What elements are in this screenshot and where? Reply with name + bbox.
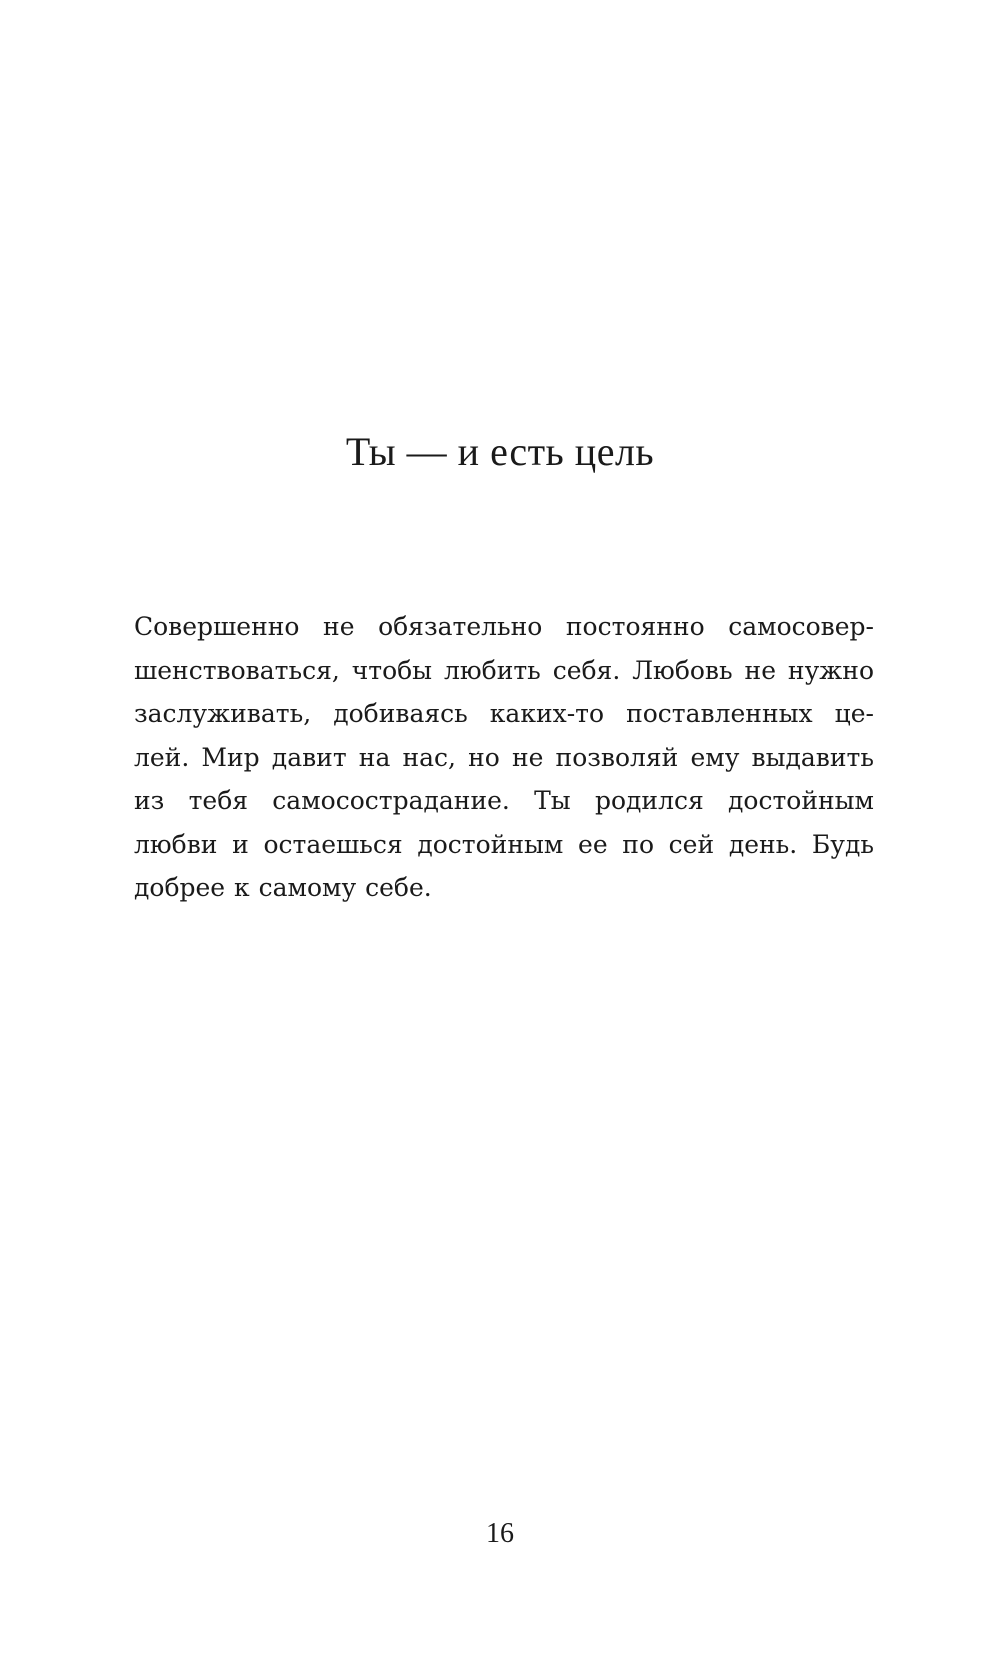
paragraph-line: заслуживать, добиваясь каких-то поставленных це- — [134, 699, 874, 728]
paragraph-line: Совершенно не обязательно постоянно самосовер- — [134, 612, 874, 641]
paragraph-line: из тебя самосострадание. Ты родился достойным — [134, 786, 874, 815]
paragraph-line: любви и остаешься достойным ее по сей день. Будь — [134, 829, 874, 859]
body-paragraph — [134, 605, 874, 910]
paragraph-line: шенствоваться, чтобы любить себя. Любовь не нужно — [134, 655, 874, 685]
paragraph-line: лей. Мир давит на нас, но не позволяй ему выдавить — [134, 742, 874, 772]
paragraph-line: добрее к самому себе. — [134, 873, 432, 902]
chapter-title: Ты — и есть цель — [345, 429, 655, 474]
page-number: 16 — [486, 1518, 514, 1549]
